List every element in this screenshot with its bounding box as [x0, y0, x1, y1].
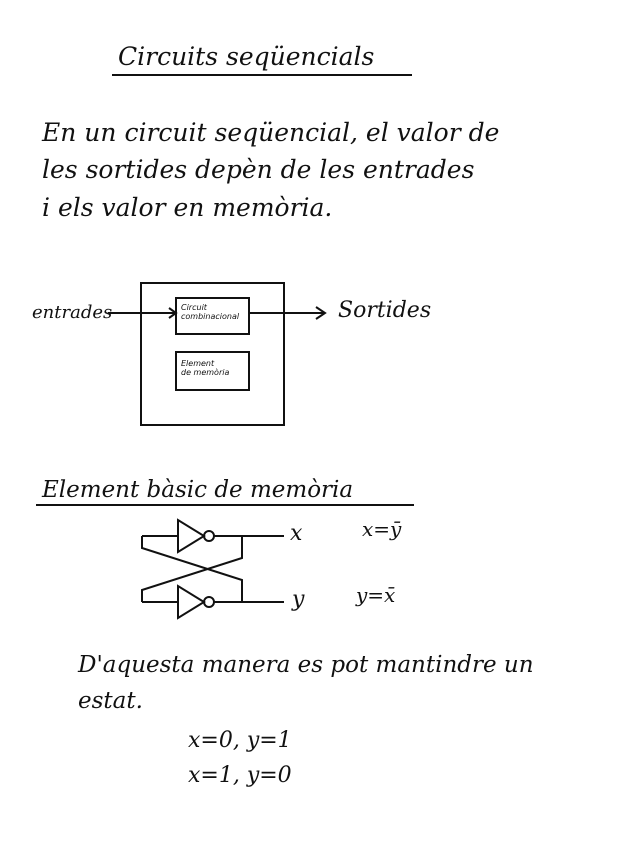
paragraph2-line1: D'aquesta manera es pot mantindre un [78, 652, 534, 678]
memory-block-label-line2: de memòria [181, 368, 230, 377]
section-title: Element bàsic de memòria [42, 477, 354, 503]
paragraph2-line2: estat. [78, 688, 143, 714]
output-y-label: y [292, 587, 305, 612]
combinational-block-label-line2: combinacional [181, 312, 240, 321]
combinational-block-label [181, 303, 247, 321]
output-x-label: x [290, 521, 303, 546]
equation-y: y=x̄ [356, 583, 396, 607]
output-label: Sortides [338, 298, 432, 323]
inverter-bottom [178, 586, 204, 618]
latch-diagram [142, 520, 284, 618]
paragraph1-line1: En un circuit seqüencial, el valor de [42, 118, 500, 147]
cross-wire-2 [142, 536, 242, 602]
paragraph1-line3: i els valor en memòria. [42, 193, 333, 222]
memory-block-label-line1: Element [181, 359, 215, 368]
page-title: Circuits seqüencials [118, 42, 375, 71]
inverter-top [178, 520, 204, 552]
memory-block-label [181, 359, 247, 377]
cross-wire-1 [142, 536, 242, 602]
state-2: x=1, y=0 [188, 763, 292, 788]
section-underline [36, 504, 414, 506]
input-label: entrades [32, 302, 113, 323]
combinational-block-label-line1: Circuit [181, 303, 207, 312]
state-1: x=0, y=1 [188, 728, 292, 753]
equation-x: x=ȳ [362, 517, 402, 541]
paragraph1-line2: les sortides depèn de les entrades [42, 155, 475, 184]
